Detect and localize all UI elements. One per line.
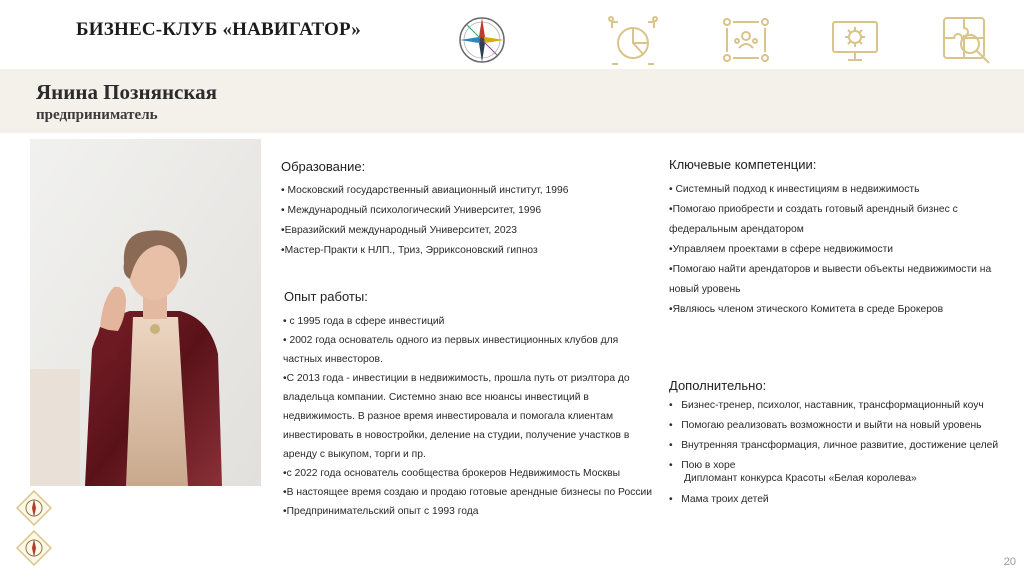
list-item: •Являюсь членом этического Комитета в среде Брокеров bbox=[669, 304, 944, 315]
list-item: •Управляем проектами в сфере недвижимости bbox=[669, 244, 894, 255]
list-item: •Евразийский международный Университет, 2023 bbox=[281, 225, 518, 236]
list-item-text: Пою в хоре bbox=[681, 460, 736, 471]
additional-title: Дополнительно: bbox=[669, 378, 767, 393]
page-number: 20 bbox=[1003, 556, 1016, 568]
list-item: •Предпринимательский опыт с 1993 года bbox=[283, 506, 479, 517]
pie-chart-icon bbox=[606, 14, 660, 68]
competencies-title: Ключевые компетенции: bbox=[669, 157, 817, 172]
list-item: • 2002 года основатель одного из первых инвестиционных клубов для частных инвесторов. bbox=[283, 335, 619, 365]
competencies-list bbox=[669, 180, 1014, 320]
list-item: • Помогаю реализовать возможности и выйти на новый уровень bbox=[669, 420, 982, 431]
list-item bbox=[669, 472, 1019, 490]
portrait-photo bbox=[30, 139, 261, 486]
compass-badge-icon bbox=[16, 530, 52, 566]
list-item: •С 2013 года - инвестиции в недвижимость, прошла путь от риэлтора до владельца компании. Системно знаю все нюансы инвестиций в недвижимость. В разное время инвестировала и помогала клиентам инвестировать в новостройки, деление на студии, получение участков в аренду с выкупом, торги и пр. bbox=[283, 373, 630, 460]
experience-title: Опыт работы: bbox=[284, 289, 368, 304]
list-item-text: Бизнес-тренер, психолог, наставник, трансформационный коуч bbox=[681, 400, 984, 411]
list-item: •Помогаю приобрести и создать готовый арендный бизнес с федеральным арендатором bbox=[669, 204, 958, 235]
list-item-text: Внутренняя трансформация, личное развитие, достижение целей bbox=[681, 440, 999, 451]
monitor-gear-icon bbox=[828, 14, 882, 68]
list-item-text: Помогаю реализовать возможности и выйти на новый уровень bbox=[681, 420, 982, 431]
education-list bbox=[281, 181, 651, 261]
compass-rose-icon bbox=[458, 16, 506, 64]
list-item: •В настоящее время создаю и продаю готовые арендные бизнесы по России bbox=[283, 487, 652, 498]
education-title: Образование: bbox=[281, 159, 366, 174]
person-name: Янина Познянская bbox=[36, 80, 218, 104]
list-item: • Системный подход к инвестициям в недвижимость bbox=[669, 184, 920, 195]
team-network-icon bbox=[719, 14, 773, 68]
club-title: БИЗНЕС-КЛУБ «НАВИГАТОР» bbox=[76, 19, 361, 40]
additional-list bbox=[669, 396, 1019, 510]
puzzle-search-icon bbox=[940, 14, 994, 68]
experience-list bbox=[283, 312, 655, 521]
list-item: • Внутренняя трансформация, личное развитие, достижение целей bbox=[669, 440, 999, 451]
list-item: •Помогаю найти арендаторов и вывести объекты недвижимости на новый уровень bbox=[669, 264, 992, 295]
list-item-text: Дипломант конкурса Красоты «Белая королева» bbox=[684, 473, 917, 484]
list-item: • Бизнес-тренер, психолог, наставник, трансформационный коуч bbox=[669, 400, 984, 411]
list-item: • Пою в хоре bbox=[669, 460, 736, 471]
list-item: • Международный психологический Университет, 1996 bbox=[281, 205, 542, 216]
list-item: • Мама троих детей bbox=[669, 494, 769, 505]
list-item: •с 2022 года основатель сообщества брокеров Недвижимость Москвы bbox=[283, 468, 621, 479]
list-item-text: Мама троих детей bbox=[681, 494, 769, 505]
compass-badge-icon bbox=[16, 490, 52, 526]
list-item: • с 1995 года в сфере инвестиций bbox=[283, 316, 445, 327]
list-item: • Московский государственный авиационный институт, 1996 bbox=[281, 185, 569, 196]
list-item: •Мастер-Практи к НЛП., Триз, Эрриксоновский гипноз bbox=[281, 245, 538, 256]
person-role: предприниматель bbox=[36, 107, 158, 123]
